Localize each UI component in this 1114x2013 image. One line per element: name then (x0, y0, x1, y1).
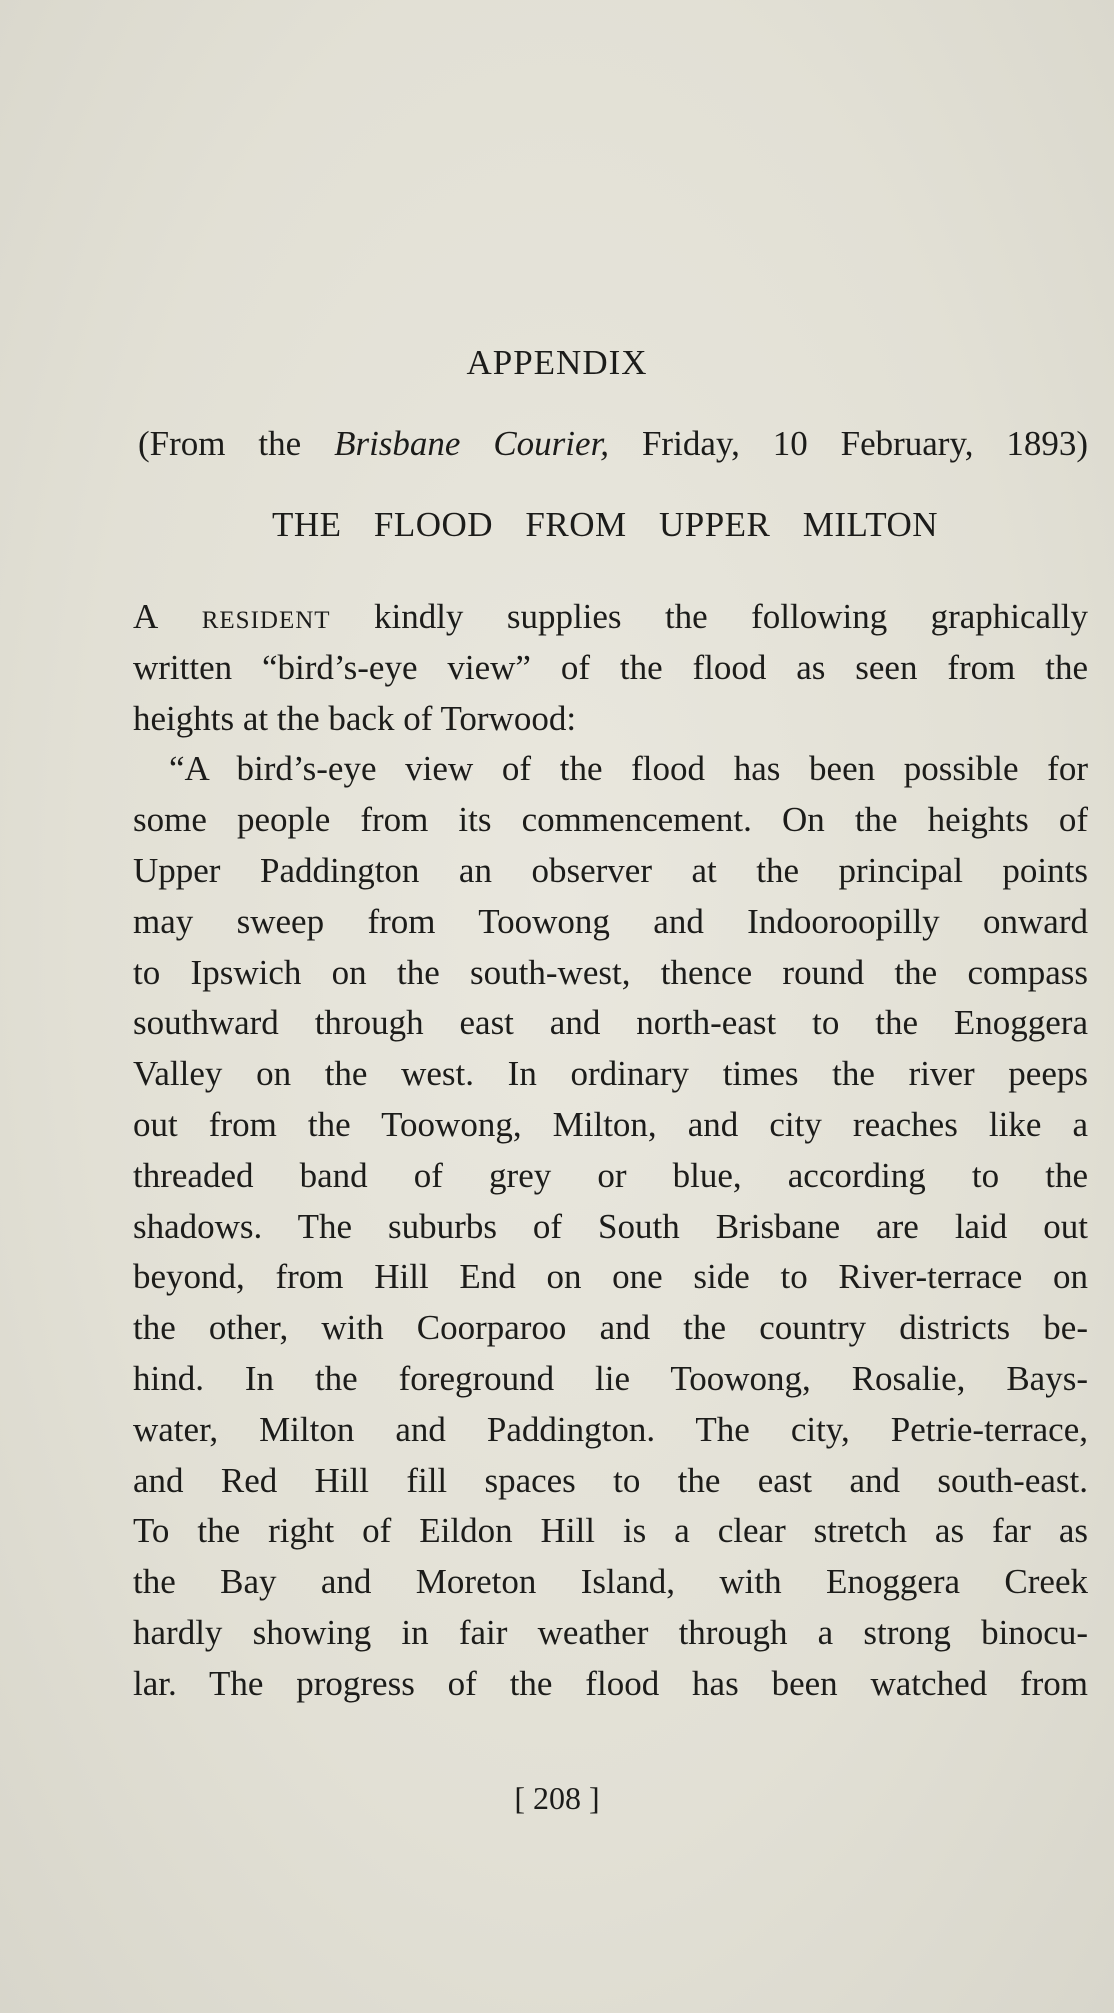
lead-word: A resident (133, 597, 331, 636)
line-rest: kindly supplies the following graphically (373, 597, 1088, 636)
article-body (133, 592, 1088, 1710)
text-line: beyond, from Hill End on one side to River-terrace on (133, 1257, 1088, 1297)
text-line: hind. In the foreground lie Toowong, Rosalie, Bays- (133, 1358, 1088, 1398)
text-line: water, Milton and Paddington. The city, Petrie-terrace, (133, 1409, 1088, 1449)
page-number: [ 208 ] (514, 1780, 600, 1816)
text-line (133, 592, 1088, 643)
appendix-heading: APPENDIX (466, 343, 648, 382)
intro-paragraph (133, 592, 1088, 744)
text-line: may sweep from Toowong and Indooroopilly onward (133, 901, 1088, 941)
text-line: and Red Hill fill spaces to the east and south-east. (133, 1460, 1088, 1500)
text-line: shadows. The suburbs of South Brisbane are laid out (133, 1206, 1088, 1246)
text-line: “A bird’s-eye view of the flood has been possible for (169, 749, 1088, 789)
text-line: Valley on the west. In ordinary times the river peeps (133, 1054, 1088, 1094)
source-prefix: (From the (138, 424, 302, 463)
publication-date: Friday, 10 February, 1893) (641, 424, 1088, 463)
source-citation (138, 424, 1088, 464)
text-line: threaded band of grey or blue, according to the (133, 1155, 1088, 1195)
text-line: southward through east and north-east to the Enoggera (133, 1003, 1088, 1043)
text-line: out from the Toowong, Milton, and city reaches like a (133, 1104, 1088, 1144)
quote-paragraph (133, 744, 1088, 1709)
text-line: hardly showing in fair weather through a strong binocu- (133, 1612, 1088, 1652)
text-line: To the right of Eildon Hill is a clear stretch as far as (133, 1511, 1088, 1551)
text-line: written “bird’s-eye view” of the flood as seen from the (133, 647, 1088, 687)
text-line: lar. The progress of the flood has been watched from (133, 1663, 1088, 1703)
text-line: to Ipswich on the south-west, thence round the compass (133, 952, 1088, 992)
article-title: THE FLOOD FROM UPPER MILTON (272, 505, 938, 544)
text-line: heights at the back of Torwood: (133, 698, 577, 738)
text-line: the other, with Coorparoo and the country districts be- (133, 1308, 1088, 1348)
publication-name: Brisbane Courier, (334, 424, 610, 463)
text-line: the Bay and Moreton Island, with Enoggera Creek (133, 1562, 1088, 1602)
text-line: Upper Paddington an observer at the principal points (133, 850, 1088, 890)
text-line: some people from its commencement. On the heights of (133, 800, 1088, 840)
